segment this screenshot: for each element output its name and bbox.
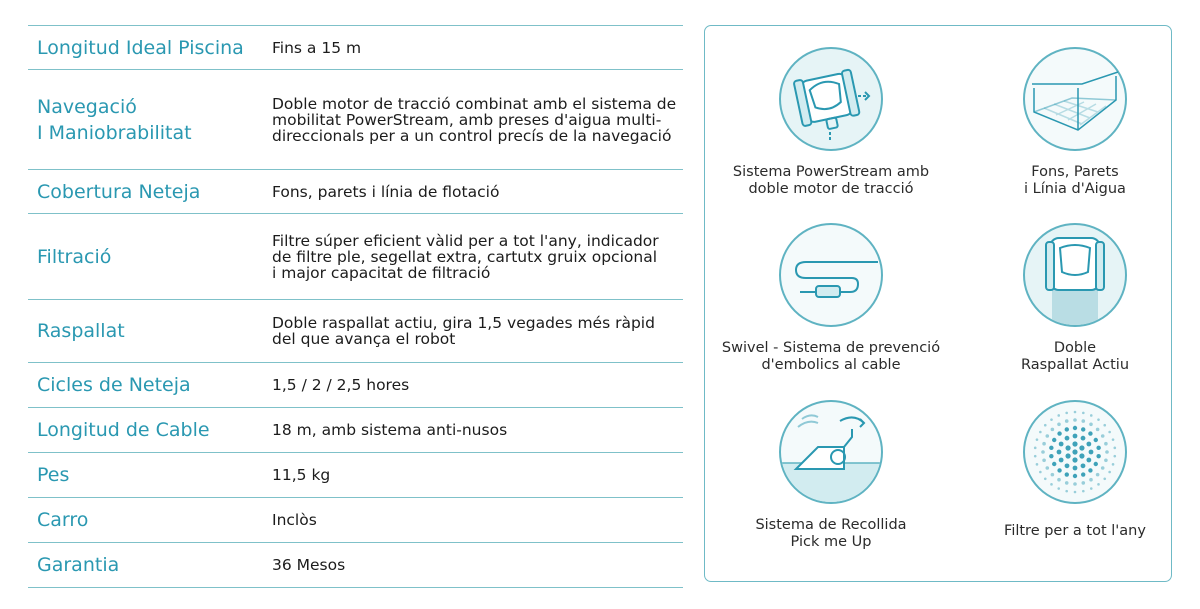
feature-powerstream bbox=[721, 46, 941, 198]
feature-swivel bbox=[721, 222, 941, 374]
spec-label: Longitud Ideal Piscina bbox=[37, 36, 244, 59]
filter-dot bbox=[1065, 481, 1069, 485]
spec-value: Filtre súper eficient vàlid per a tot l'any, indicador de filtre ple, segellat extra, cartutx gruix opcional i major capacitat de filtració bbox=[272, 231, 659, 282]
spec-label: Raspallat bbox=[37, 320, 125, 342]
filter-dot bbox=[1089, 422, 1093, 426]
filter-dot bbox=[1052, 438, 1056, 442]
feature-dual-brush bbox=[965, 222, 1185, 374]
filter-dot bbox=[1089, 450, 1094, 455]
filter-dot bbox=[1039, 471, 1042, 474]
feature-coverage bbox=[965, 46, 1185, 198]
spec-label: Longitud de Cable bbox=[37, 419, 210, 441]
filter-dot bbox=[1081, 472, 1085, 476]
filter-dot bbox=[1081, 419, 1085, 423]
filter-dot bbox=[1104, 458, 1108, 462]
filter-dot bbox=[1065, 412, 1068, 415]
filter-dot bbox=[1112, 438, 1115, 441]
filter-dot bbox=[1072, 441, 1077, 446]
pool-coverage-icon bbox=[1022, 46, 1128, 152]
filter-dot bbox=[1057, 478, 1061, 482]
filter-dot bbox=[1081, 463, 1086, 468]
filter-dot bbox=[1101, 434, 1105, 438]
filter-dot bbox=[1059, 458, 1064, 463]
filter-dot bbox=[1082, 490, 1085, 493]
filter-dot bbox=[1104, 442, 1108, 446]
spec-label: Carro bbox=[37, 509, 89, 531]
filter-dot bbox=[1057, 487, 1060, 490]
filter-dot bbox=[1051, 428, 1055, 432]
filter-dot bbox=[1079, 453, 1084, 458]
filter-dot bbox=[1081, 481, 1085, 485]
filter-dot bbox=[1090, 414, 1093, 417]
filter-dot bbox=[1073, 482, 1077, 486]
filter-dot bbox=[1065, 453, 1070, 458]
spec-label: Pes bbox=[37, 464, 70, 486]
feature-caption: Doble Raspallat Actiu bbox=[1020, 340, 1130, 373]
feature-caption: Fons, Parets i Línia d'Aigua bbox=[1024, 164, 1126, 197]
filter-dots-icon bbox=[1022, 399, 1128, 505]
spec-value: Doble motor de tracció combinat amb el sistema de mobilitat PowerStream, amb preses d'aigua multi- direccionals per a un control precís de la navegació bbox=[272, 94, 677, 145]
filter-dot bbox=[1065, 419, 1069, 423]
spec-label: Filtració bbox=[37, 245, 112, 268]
filter-dot bbox=[1036, 438, 1039, 441]
filter-dot bbox=[1074, 411, 1077, 414]
filter-dot bbox=[1065, 436, 1070, 441]
filter-dot bbox=[1036, 463, 1039, 466]
filter-dot bbox=[1057, 468, 1061, 472]
filter-dot bbox=[1041, 450, 1045, 454]
spec-value: Doble raspallat actiu, gira 1,5 vegades més ràpid del que avança el robot bbox=[272, 314, 655, 348]
spec-label: Cobertura Neteja bbox=[37, 180, 201, 203]
filter-dot bbox=[1088, 468, 1092, 472]
filter-dot bbox=[1059, 442, 1064, 447]
filter-dot bbox=[1108, 431, 1111, 434]
filter-dot bbox=[1105, 450, 1109, 454]
feature-panel bbox=[704, 25, 1172, 582]
spec-row-caddy bbox=[28, 498, 683, 543]
filter-dot bbox=[1065, 463, 1070, 468]
filter-dot bbox=[1052, 462, 1056, 466]
filter-dot bbox=[1065, 445, 1070, 450]
feature-caption: Filtre per a tot l'any bbox=[1004, 523, 1146, 539]
filter-dot bbox=[1039, 431, 1042, 434]
filter-dot bbox=[1073, 434, 1078, 439]
spec-row-coverage bbox=[28, 170, 683, 214]
spec-label: Garantia bbox=[37, 554, 120, 576]
filter-dot bbox=[1065, 490, 1068, 493]
filter-dot bbox=[1112, 463, 1115, 466]
filter-dot bbox=[1113, 455, 1116, 458]
filter-dot bbox=[1042, 458, 1046, 462]
spec-value: 11,5 kg bbox=[272, 466, 331, 484]
filter-dot bbox=[1057, 431, 1061, 435]
filter-dot bbox=[1049, 454, 1053, 458]
spec-label: Navegació I Maniobrabilitat bbox=[37, 95, 192, 144]
filter-dot bbox=[1074, 491, 1077, 494]
filter-dot bbox=[1113, 447, 1116, 450]
filter-dot bbox=[1072, 457, 1077, 462]
filter-dot bbox=[1050, 483, 1053, 486]
filter-dot bbox=[1049, 446, 1053, 450]
spec-label: Cicles de Neteja bbox=[37, 374, 191, 396]
filter-dot bbox=[1057, 422, 1061, 426]
filter-dot bbox=[1034, 455, 1037, 458]
filter-dot bbox=[1042, 442, 1046, 446]
filter-dot bbox=[1073, 474, 1077, 478]
filter-dot bbox=[1057, 450, 1062, 455]
filter-dot bbox=[1073, 418, 1077, 422]
swivel-cable-icon bbox=[778, 222, 884, 328]
spec-value: Inclòs bbox=[272, 511, 317, 529]
filter-dot bbox=[1065, 472, 1069, 476]
filter-dot bbox=[1045, 466, 1049, 470]
filter-dot bbox=[1096, 428, 1100, 432]
feature-caption: Sistema PowerStream amb doble motor de tracció bbox=[732, 164, 930, 197]
feature-caption: Sistema de Recollida Pick me Up bbox=[755, 517, 907, 550]
spec-row-cable bbox=[28, 408, 683, 453]
filter-dot bbox=[1088, 431, 1092, 435]
powerstream-robot-icon bbox=[778, 46, 884, 152]
pick-me-up-icon bbox=[778, 399, 884, 505]
filter-dot bbox=[1073, 426, 1077, 430]
spec-row-filtration bbox=[28, 214, 683, 300]
feature-filter bbox=[965, 399, 1185, 540]
filter-dot bbox=[1065, 427, 1069, 431]
filter-dot bbox=[1096, 446, 1100, 450]
filter-dot bbox=[1090, 487, 1093, 490]
filter-dot bbox=[1079, 445, 1084, 450]
spec-row-brushing bbox=[28, 300, 683, 363]
filter-dot bbox=[1045, 434, 1049, 438]
filter-dot bbox=[1044, 477, 1047, 480]
spec-value: Fons, parets i línia de flotació bbox=[272, 182, 500, 201]
filter-dot bbox=[1096, 473, 1100, 477]
filter-dot bbox=[1081, 436, 1086, 441]
spec-value: Fins a 15 m bbox=[272, 38, 362, 57]
dual-brush-icon bbox=[1022, 222, 1128, 328]
filter-dot bbox=[1103, 424, 1106, 427]
filter-dot bbox=[1108, 471, 1111, 474]
filter-dot bbox=[1094, 438, 1098, 442]
filter-dot bbox=[1081, 427, 1085, 431]
filter-dot bbox=[1073, 466, 1078, 471]
spec-value: 36 Mesos bbox=[272, 556, 346, 574]
filter-dot bbox=[1072, 449, 1077, 454]
spec-row-pool-length bbox=[28, 26, 683, 70]
filter-dot bbox=[1044, 424, 1047, 427]
filter-dot bbox=[1103, 477, 1106, 480]
filter-dot bbox=[1094, 462, 1098, 466]
spec-row-weight bbox=[28, 453, 683, 498]
spec-row-warranty bbox=[28, 543, 683, 588]
filter-dot bbox=[1050, 418, 1053, 421]
filter-dot bbox=[1086, 458, 1091, 463]
filter-dot bbox=[1101, 466, 1105, 470]
spec-value: 1,5 / 2 / 2,5 hores bbox=[272, 376, 410, 394]
filter-dot bbox=[1082, 412, 1085, 415]
filter-dot bbox=[1034, 447, 1037, 450]
filter-dot bbox=[1096, 454, 1100, 458]
filter-dot bbox=[1089, 478, 1093, 482]
filter-dot bbox=[1086, 442, 1091, 447]
filter-dot bbox=[1097, 483, 1100, 486]
spec-table bbox=[28, 25, 683, 588]
feature-pick-me-up bbox=[721, 399, 941, 551]
feature-caption: Swivel - Sistema de prevenció d'embolics al cable bbox=[721, 340, 941, 373]
spec-row-cycles bbox=[28, 363, 683, 408]
filter-dot bbox=[1057, 414, 1060, 417]
filter-dot bbox=[1051, 473, 1055, 477]
filter-dot bbox=[1097, 418, 1100, 421]
spec-row-navigation bbox=[28, 70, 683, 170]
spec-value: 18 m, amb sistema anti-nusos bbox=[272, 421, 508, 439]
